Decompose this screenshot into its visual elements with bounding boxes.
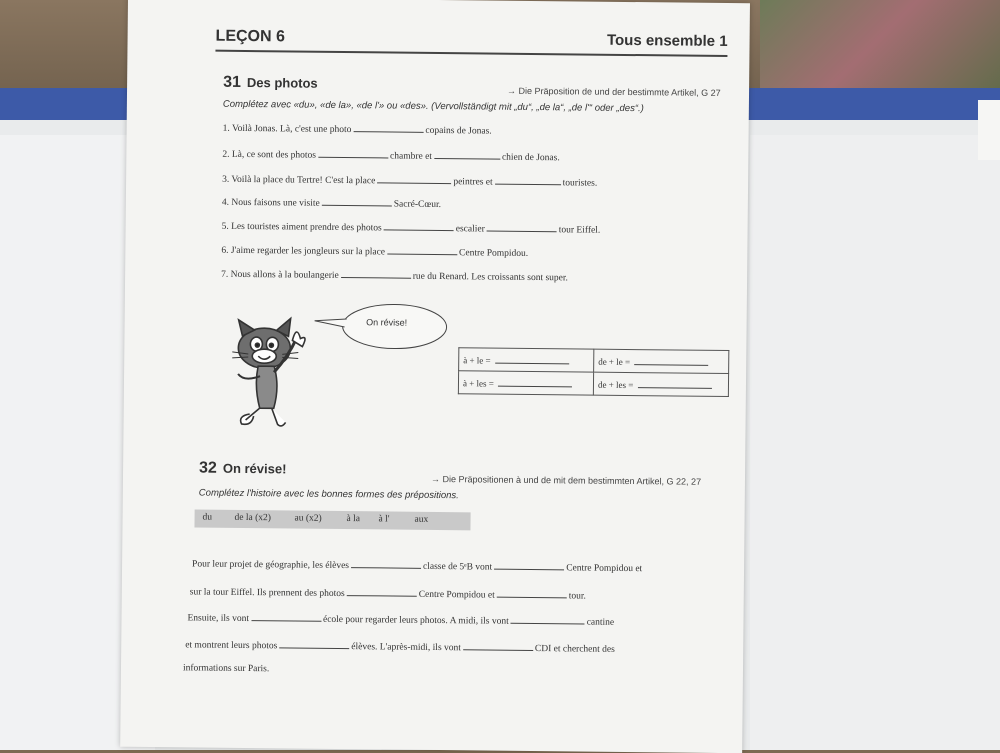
answer-blank[interactable] xyxy=(384,221,454,231)
background-card xyxy=(978,100,1000,160)
answer-blank[interactable] xyxy=(347,587,417,597)
answer-blank[interactable] xyxy=(487,223,557,233)
answer-blank[interactable] xyxy=(498,377,572,387)
word-bank-item: du xyxy=(202,512,213,523)
worksheet-page xyxy=(120,0,750,753)
answer-blank[interactable] xyxy=(279,639,349,649)
story-line-5: informations sur Paris. xyxy=(182,663,270,675)
story-line-3: Ensuite, ils vont école pour regarder leurs photos. A midi, ils vont cantine xyxy=(187,613,615,628)
answer-blank[interactable] xyxy=(387,245,457,255)
story-line-4: et montrent leurs photos élèves. L'après-midi, ils vont CDI et cherchent des xyxy=(185,640,615,655)
answer-blank[interactable] xyxy=(322,197,392,207)
table-cell: à + les = xyxy=(458,371,593,395)
exercise-31-title xyxy=(223,74,318,93)
answer-blank[interactable] xyxy=(638,379,712,389)
exercise-32-instruction: Complétez l'histoire avec les bonnes formes des prépositions. xyxy=(198,487,459,502)
word-bank-item: de la (x2) xyxy=(234,512,272,524)
page-header xyxy=(215,28,727,57)
table-cell: de + les = xyxy=(593,372,728,396)
answer-blank[interactable] xyxy=(497,589,567,599)
word-bank-item: à la xyxy=(346,514,361,525)
answer-blank[interactable] xyxy=(341,269,411,279)
exercise-31-number: 31 xyxy=(223,73,242,91)
exercise-31-instruction: Complétez avec «du», «de la», «de l'» ou «des». (Vervollständigt mit „du“, „de la“, „de l'“ oder „des“.) xyxy=(222,98,644,115)
story-line-1: Pour leur projet de géographie, les élèves classe de 5ᵉB vont Centre Pompidou et xyxy=(192,559,643,575)
word-bank-item: au (x2) xyxy=(294,513,322,524)
answer-blank[interactable] xyxy=(353,123,423,133)
answer-blank[interactable] xyxy=(434,150,500,160)
answer-blank[interactable] xyxy=(511,615,585,625)
table-cell: de + le = xyxy=(594,349,729,373)
table-cell: à + le = xyxy=(459,348,594,372)
exercise-31-item-2: 2. Là, ce sont des photos chambre et chien de Jonas. xyxy=(222,149,560,164)
exercise-31-grammar-ref: → Die Präposition de und der bestimmte Artikel, G 27 xyxy=(507,85,721,98)
answer-blank[interactable] xyxy=(251,612,321,622)
revision-table xyxy=(458,347,729,397)
exercise-32-number: 32 xyxy=(198,459,217,477)
answer-blank[interactable] xyxy=(351,559,421,569)
exercise-31-item-1: 1. Voilà Jonas. Là, c'est une photo copains de Jonas. xyxy=(222,123,492,137)
exercise-31-item-6: 6. J'aime regarder les jongleurs sur la place Centre Pompidou. xyxy=(221,245,529,259)
table-row xyxy=(458,371,728,397)
exercise-31-item-7: 7. Nous allons à la boulangerie rue du Renard. Les croissants sont super. xyxy=(221,269,568,284)
word-bank xyxy=(194,509,470,530)
exercise-32-name: On révise! xyxy=(222,460,287,477)
answer-blank[interactable] xyxy=(318,149,388,159)
exercise-31-item-5: 5. Les touristes aiment prendre des photos escalier tour Eiffel. xyxy=(221,221,601,236)
answer-blank[interactable] xyxy=(495,354,569,364)
story-line-2: sur la tour Eiffel. Ils prennent des photos Centre Pompidou et tour. xyxy=(189,587,586,602)
answer-blank[interactable] xyxy=(634,356,708,366)
unit-label: Tous ensemble 1 xyxy=(606,31,728,51)
answer-blank[interactable] xyxy=(495,176,561,186)
answer-blank[interactable] xyxy=(463,641,533,651)
exercise-32-title xyxy=(199,460,287,479)
word-bank-item: aux xyxy=(414,514,429,525)
word-bank-item: à l' xyxy=(378,514,390,525)
white-board-right xyxy=(750,135,1000,750)
table-row xyxy=(459,348,729,374)
exercise-31-item-3: 3. Voilà la place du Tertre! C'est la place peintres et touristes. xyxy=(222,174,598,189)
lesson-label: LEÇON 6 xyxy=(215,27,286,46)
answer-blank[interactable] xyxy=(377,174,451,184)
exercise-31-item-4: 4. Nous faisons une visite Sacré-Cœur. xyxy=(221,197,442,211)
exercise-32-grammar-ref: → Die Präpositionen à und de mit dem bestimmten Artikel, G 22, 27 xyxy=(430,473,702,487)
speech-bubble-text: On révise! xyxy=(366,317,408,328)
answer-blank[interactable] xyxy=(494,561,564,571)
exercise-31-name: Des photos xyxy=(246,74,318,91)
